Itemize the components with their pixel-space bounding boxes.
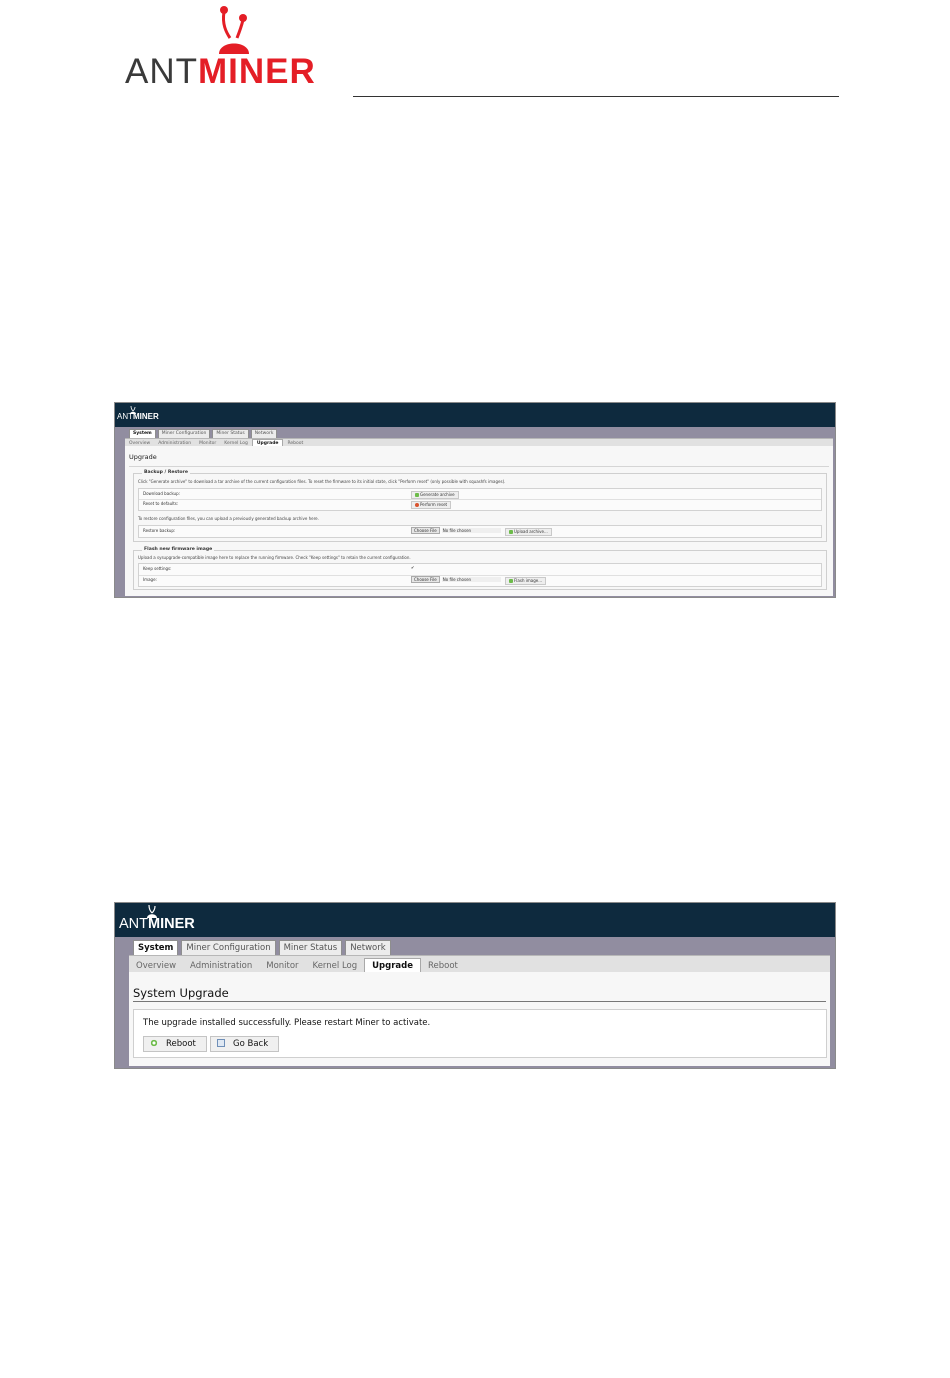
subnav-monitor[interactable]: Monitor [266, 961, 299, 971]
subnav-upgrade[interactable]: Upgrade [252, 439, 284, 447]
main-tabs [129, 429, 279, 438]
page-title: Upgrade [129, 453, 157, 461]
green-square-icon [509, 579, 513, 583]
flash-description: Upload a sysupgrade-compatible image here to replace the running firmware. Check "Keep settings" to retain the current configuration. [138, 555, 411, 560]
download-backup-label: Download backup: [143, 491, 180, 496]
subnav-kernel-log[interactable]: Kernel Log [224, 441, 248, 446]
subnav-upgrade[interactable]: Upgrade [364, 958, 421, 973]
title-divider [133, 1001, 826, 1002]
success-message: The upgrade installed successfully. Please restart Miner to activate. [143, 1018, 431, 1028]
backup-restore-fieldset [133, 470, 827, 542]
logo-text: ANTMINER [125, 52, 316, 91]
keep-settings-label: Keep settings: [143, 566, 172, 571]
main-tabs [133, 940, 394, 956]
upload-archive-button[interactable]: Upload archive... [505, 528, 552, 536]
restore-description: To restore configuration files, you can upload a previously generated backup archive here. [138, 516, 319, 521]
restore-backup-label: Restore backup: [143, 528, 176, 533]
document-back-icon [217, 1039, 225, 1047]
no-file-text: No file chosen [442, 577, 501, 582]
reset-defaults-label: Reset to defaults: [143, 501, 179, 506]
content-area [129, 972, 830, 1066]
backup-restore-legend: Backup / Restore [144, 470, 188, 475]
message-panel [133, 1009, 827, 1058]
antminer-logo [125, 4, 335, 91]
keep-settings-checkbox[interactable]: ✔ [411, 565, 415, 570]
tab-network[interactable]: Network [251, 429, 278, 438]
brand-logo: ANTMINER [119, 916, 195, 932]
reboot-button[interactable]: Reboot [143, 1036, 207, 1052]
subnav-reboot[interactable]: Reboot [287, 441, 304, 446]
tab-miner-status[interactable]: Miner Status [279, 940, 343, 956]
subnav-administration[interactable]: Administration [158, 441, 192, 446]
brand-logo: ANTMINER [117, 412, 159, 421]
perform-reset-button[interactable]: Perform reset [411, 501, 451, 509]
refresh-icon [150, 1039, 158, 1047]
backup-description: Click "Generate archive" to download a tar archive of the current configuration files. To reset the firmware to its initial state, click "Perform reset" (only possible with squashfs images). [138, 479, 506, 484]
go-back-button[interactable]: Go Back [210, 1036, 279, 1052]
upgrade-success-screenshot [114, 902, 836, 1069]
sub-navigation [129, 955, 830, 973]
tab-system[interactable]: System [129, 429, 156, 438]
backup-rows [138, 488, 822, 511]
no-file-text: No file chosen [442, 528, 501, 533]
flash-image-button[interactable]: Flash image... [505, 577, 546, 585]
restore-row [138, 525, 822, 538]
subnav-administration[interactable]: Administration [190, 961, 253, 971]
restore-file-input[interactable] [411, 528, 501, 533]
choose-file-button[interactable]: Choose File [411, 527, 440, 534]
subnav-overview[interactable]: Overview [129, 441, 151, 446]
green-square-icon [509, 530, 513, 534]
red-circle-icon [415, 503, 419, 507]
top-bar [115, 403, 835, 427]
upgrade-page-screenshot [114, 402, 836, 598]
ant-mascot-icon [217, 4, 251, 54]
generate-archive-button[interactable]: Generate archive [411, 491, 459, 499]
top-bar [115, 903, 835, 937]
tab-miner-configuration[interactable]: Miner Configuration [181, 940, 275, 956]
image-label: Image: [143, 577, 157, 582]
choose-file-button[interactable]: Choose File [411, 576, 440, 583]
tab-miner-status[interactable]: Miner Status [212, 429, 248, 438]
tab-miner-configuration[interactable]: Miner Configuration [158, 429, 211, 438]
subnav-monitor[interactable]: Monitor [199, 441, 217, 446]
tab-system[interactable]: System [133, 940, 178, 956]
green-square-icon [415, 493, 419, 497]
page-title: System Upgrade [133, 986, 229, 1000]
subnav-reboot[interactable]: Reboot [428, 961, 458, 971]
subnav-kernel-log[interactable]: Kernel Log [312, 961, 358, 971]
header-rule [353, 96, 839, 97]
content-area [125, 446, 833, 596]
title-divider [129, 466, 829, 467]
subnav-overview[interactable]: Overview [136, 961, 177, 971]
tab-network[interactable]: Network [345, 940, 391, 956]
image-file-input[interactable] [411, 577, 501, 582]
flash-firmware-legend: Flash new firmware image [144, 547, 213, 552]
flash-firmware-fieldset [133, 547, 827, 590]
flash-rows [138, 563, 822, 587]
